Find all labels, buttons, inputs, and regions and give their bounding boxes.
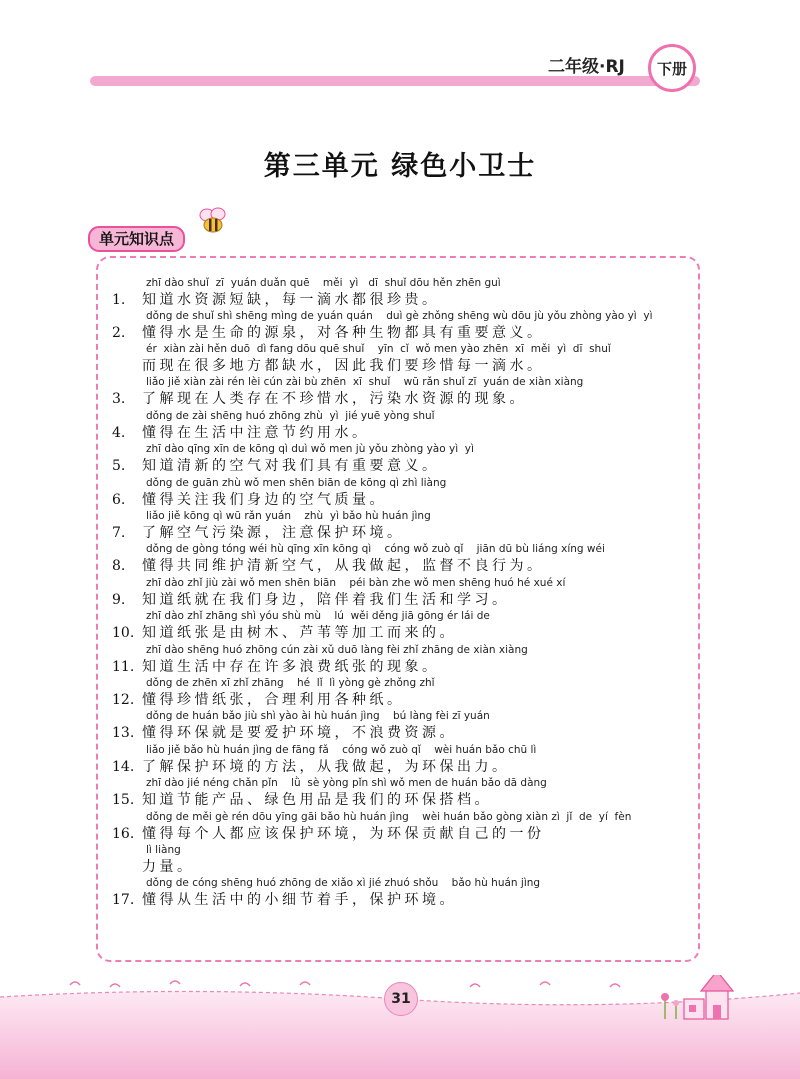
item-number: 7. bbox=[112, 525, 126, 541]
list-item bbox=[112, 644, 692, 677]
item-text bbox=[112, 389, 692, 409]
pinyin-line: liǎo jiě bǎo hù huán jìng de fāng fǎ cóng wǒ zuò qǐ wèi huán bǎo chū lì bbox=[146, 743, 537, 756]
item-text bbox=[112, 890, 692, 910]
volume-badge: 下册 bbox=[648, 44, 696, 92]
pinyin-line: lì liàng bbox=[146, 843, 181, 856]
item-sentence-continued: 力量。 bbox=[142, 858, 195, 875]
item-sentence: 知道纸就在我们身边，陪伴着我们生活和学习。 bbox=[142, 591, 510, 608]
pinyin-line: dǒng de zhēn xī zhǐ zhāng hé lǐ lì yòng gè zhǒng zhǐ bbox=[146, 677, 435, 689]
pinyin-line: liǎo jiě kōng qì wū rǎn yuán zhù yì bǎo hù huán jìng bbox=[146, 510, 431, 522]
item-number: 16. bbox=[112, 825, 135, 842]
item-text bbox=[112, 556, 692, 576]
item-number: 3. bbox=[112, 391, 126, 408]
list-item bbox=[112, 310, 692, 376]
pinyin-line: zhī dào zhǐ jiù zài wǒ men shēn biān péi bàn zhe wǒ men shēng huó hé xué xí bbox=[146, 576, 566, 589]
list-item bbox=[112, 610, 692, 643]
pinyin-line: zhī dào shēng huó zhōng cún zài xǔ duō làng fèi zhǐ zhāng de xiàn xiàng bbox=[146, 643, 528, 656]
pinyin-line: ér xiàn zài hěn duō dì fang dōu quē shuǐ yīn cǐ wǒ men yào zhēn xī měi yì dī shuǐ bbox=[146, 343, 611, 356]
item-text bbox=[112, 690, 692, 710]
pinyin-line: zhī dào qīng xīn de kōng qì duì wǒ men jù yǒu zhòng yào yì yì bbox=[146, 443, 474, 456]
item-number: 17. bbox=[112, 891, 135, 908]
item-sentence: 懂得共同维护清新空气，从我做起，监督不良行为。 bbox=[142, 558, 545, 575]
item-number: 2. bbox=[112, 325, 126, 342]
item-text bbox=[112, 490, 692, 510]
list-item bbox=[112, 677, 692, 710]
item-text bbox=[112, 723, 692, 743]
item-number: 10. bbox=[112, 625, 135, 642]
item-text bbox=[112, 456, 692, 476]
item-number: 12. bbox=[112, 692, 135, 708]
item-text bbox=[112, 657, 692, 677]
list-item bbox=[112, 877, 692, 910]
pinyin-line: dǒng de měi gè rén dōu yīng gāi bǎo hù huán jìng wèi huán bǎo gòng xiàn zì jǐ de yí fèn bbox=[146, 810, 632, 823]
list-item bbox=[112, 811, 692, 877]
list-item bbox=[112, 443, 692, 476]
item-sentence-continued: 而现在很多地方都缺水，因此我们要珍惜每一滴水。 bbox=[142, 358, 545, 375]
item-text bbox=[112, 590, 692, 610]
pinyin-line: zhī dào jié néng chǎn pǐn lǜ sè yòng pǐn shì wǒ men de huán bǎo dā dàng bbox=[146, 777, 547, 790]
list-item bbox=[112, 577, 692, 610]
pinyin-line: dǒng de zài shēng huó zhōng zhù yì jié yuē yòng shuǐ bbox=[146, 409, 435, 422]
item-text bbox=[112, 323, 692, 343]
list-item bbox=[112, 477, 692, 510]
item-sentence: 了解保护环境的方法，从我做起，为环保出力。 bbox=[142, 758, 510, 775]
list-item bbox=[112, 410, 692, 443]
pinyin-line: dǒng de gòng tóng wéi hù qīng xīn kōng qì cóng wǒ zuò qǐ jiān dū bù liáng xíng wéi bbox=[146, 543, 605, 556]
item-text bbox=[112, 790, 692, 810]
list-item bbox=[112, 710, 692, 743]
list-item bbox=[112, 543, 692, 576]
item-sentence: 知道节能产品、绿色用品是我们的环保搭档。 bbox=[142, 792, 492, 809]
item-sentence: 了解现在人类存在不珍惜水，污染水资源的现象。 bbox=[142, 391, 527, 408]
item-text bbox=[112, 523, 692, 543]
item-number: 11. bbox=[112, 658, 135, 675]
item-sentence: 懂得环保就是要爱护环境，不浪费资源。 bbox=[142, 725, 457, 742]
item-number: 6. bbox=[112, 491, 126, 508]
pinyin-line: liǎo jiě xiàn zài rén lèi cún zài bù zhēn xī shuǐ wū rǎn shuǐ zī yuán de xiàn xiàng bbox=[146, 376, 584, 389]
pinyin-line: dǒng de cóng shēng huó zhōng de xiǎo xì jié zhuó shǒu bǎo hù huán jìng bbox=[146, 876, 541, 889]
item-number: 1. bbox=[112, 292, 126, 308]
header-bar bbox=[90, 76, 700, 86]
item-sentence: 了解空气污染源，注意保护环境。 bbox=[142, 525, 405, 541]
item-number: 4. bbox=[112, 424, 126, 441]
item-text bbox=[112, 824, 692, 844]
item-sentence: 懂得水是生命的源泉，对各种生物都具有重要意义。 bbox=[142, 325, 545, 342]
item-number: 8. bbox=[112, 558, 126, 575]
item-text bbox=[112, 290, 692, 310]
item-number: 14. bbox=[112, 758, 135, 775]
item-text bbox=[112, 623, 692, 643]
house-icon bbox=[684, 975, 733, 1019]
item-sentence: 懂得关注我们身边的空气质量。 bbox=[142, 491, 387, 508]
item-sentence: 知道生活中存在许多浪费纸张的现象。 bbox=[142, 658, 440, 675]
item-sentence: 懂得珍惜纸张，合理利用各种纸。 bbox=[142, 692, 405, 708]
grade-label: 二年级·RJ bbox=[548, 57, 625, 77]
item-sentence: 懂得每个人都应该保护环境，为环保贡献自己的一份 bbox=[142, 825, 545, 842]
item-text bbox=[112, 757, 692, 777]
list-item bbox=[112, 510, 692, 543]
pinyin-line: dǒng de shuǐ shì shēng mìng de yuán quán duì gè zhǒng shēng wù dōu jù yǒu zhòng yào yì yì bbox=[146, 310, 653, 323]
bee-icon bbox=[196, 206, 230, 236]
pinyin-line: zhī dào shuǐ zī yuán duǎn quē měi yì dī shuǐ dōu hěn zhēn guì bbox=[146, 277, 501, 289]
item-sentence: 懂得在生活中注意节约用水。 bbox=[142, 424, 370, 441]
item-number: 13. bbox=[112, 725, 135, 742]
item-sentence: 懂得从生活中的小细节着手，保护环境。 bbox=[142, 891, 457, 908]
page-number: 31 bbox=[384, 982, 418, 1016]
item-number: 5. bbox=[112, 458, 126, 475]
item-sentence: 知道水资源短缺，每一滴水都很珍贵。 bbox=[142, 292, 440, 308]
pinyin-line: zhī dào zhǐ zhāng shì yóu shù mù lú wěi děng jiā gōng ér lái de bbox=[146, 610, 490, 623]
list-item bbox=[112, 744, 692, 777]
pinyin-line: dǒng de huán bǎo jiù shì yào ài hù huán jìng bú làng fèi zī yuán bbox=[146, 710, 490, 723]
item-sentence: 知道清新的空气对我们具有重要意义。 bbox=[142, 458, 440, 475]
page-title: 第三单元 绿色小卫士 bbox=[263, 151, 537, 182]
item-text bbox=[112, 423, 692, 443]
list-item bbox=[112, 376, 692, 409]
list-item bbox=[112, 277, 692, 310]
item-number: 9. bbox=[112, 591, 126, 608]
pinyin-line: dǒng de guān zhù wǒ men shēn biān de kōng qì zhì liàng bbox=[146, 476, 447, 489]
item-sentence: 知道纸张是由树木、芦苇等加工而来的。 bbox=[142, 625, 457, 642]
item-number: 15. bbox=[112, 792, 135, 809]
list-item bbox=[112, 777, 692, 810]
section-label: 单元知识点 bbox=[88, 226, 185, 252]
